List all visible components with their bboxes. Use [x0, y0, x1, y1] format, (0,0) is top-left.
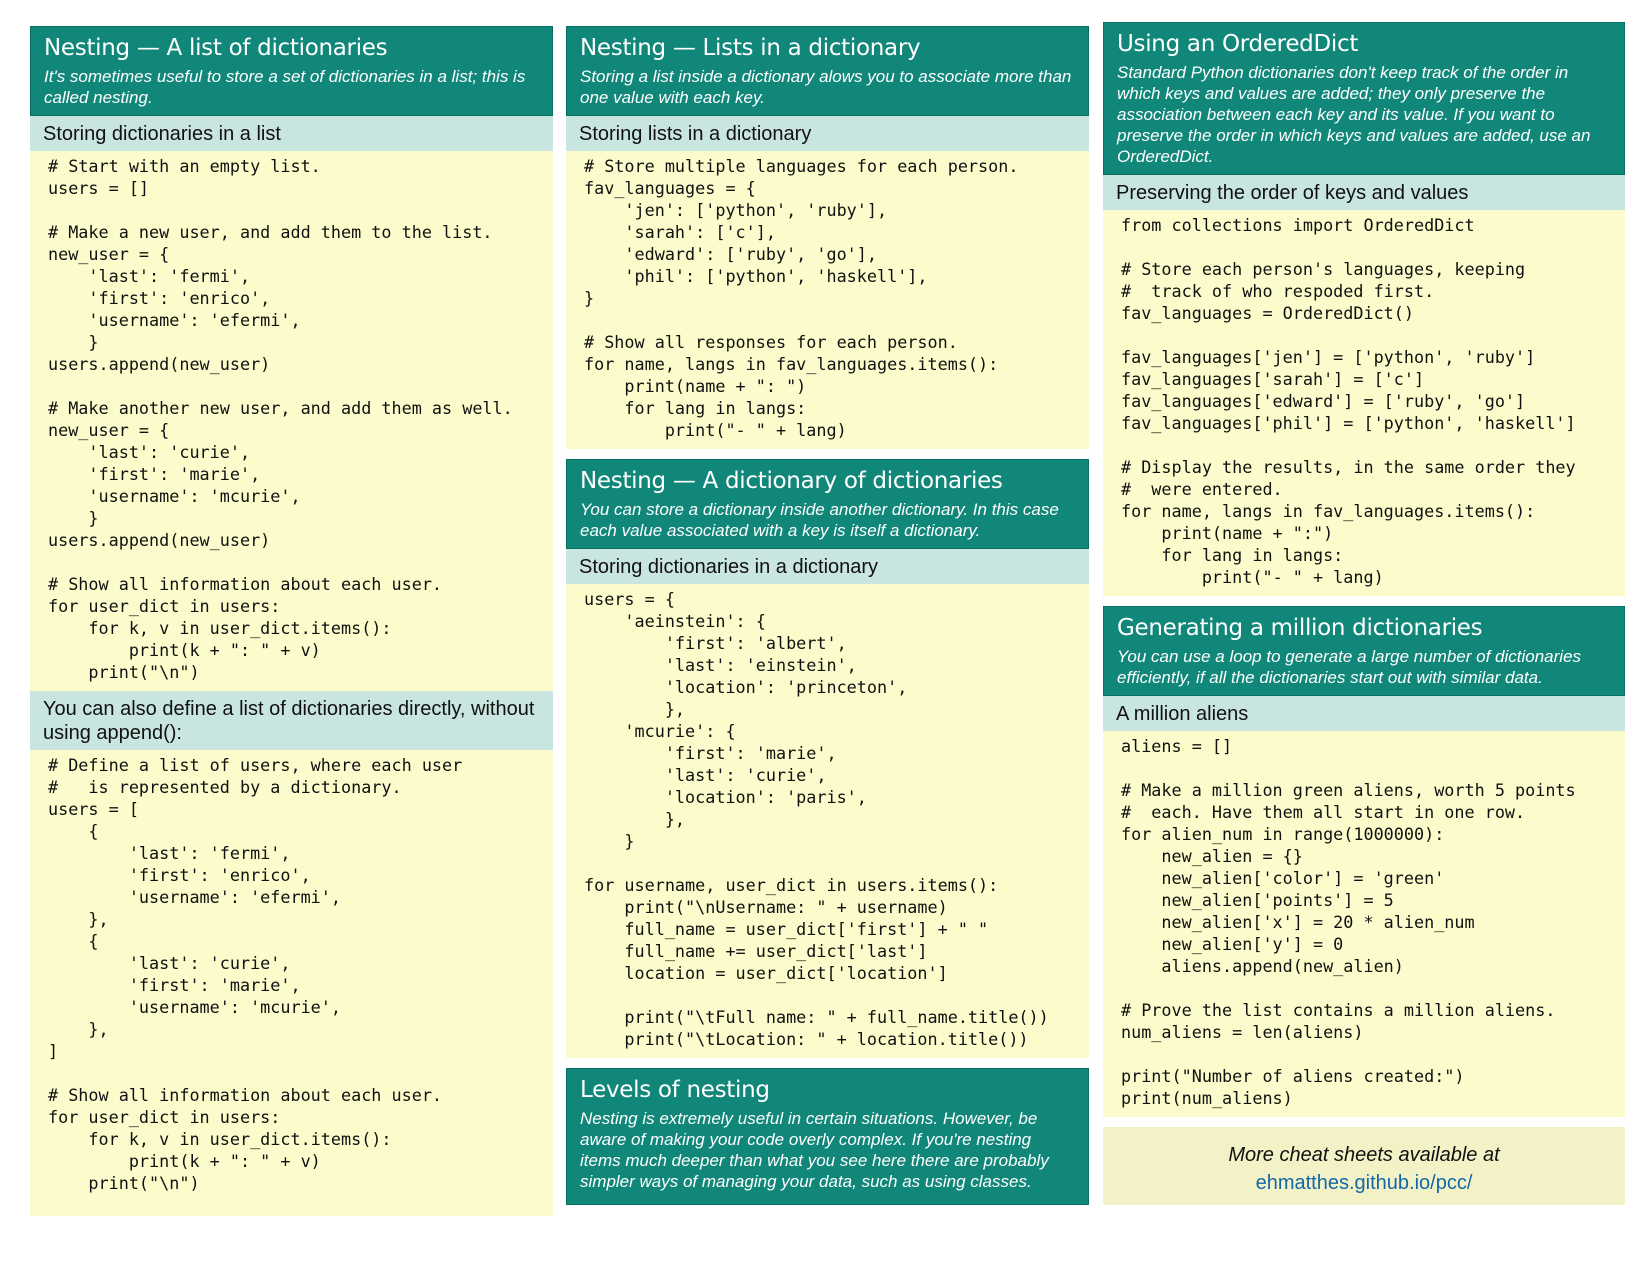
- section-banner-dict-of-dicts: [566, 459, 1089, 549]
- section-banner-ordereddict: [1103, 22, 1625, 175]
- code-block: users = { 'aeinstein': { 'first': 'albert', 'last': 'einstein', 'location': 'princeton', }, 'mcurie': { 'first': 'marie', 'last': 'curie', 'location': 'paris', }, } for username, user_dict in users.items(): print("\nUsername: " + username) full_name = user_dict['first'] + " " full_name += user_dict['last'] location = user_dict['location'] print("\tFull name: " + full_name.title()) print("\tLocation: " + location.title()): [566, 584, 1089, 1058]
- footer-text: More cheat sheets available at: [1228, 1144, 1500, 1166]
- column-2: [566, 26, 1089, 1205]
- subheading: You can also define a list of dictionaries directly, without using append():: [30, 691, 553, 750]
- footer-link[interactable]: ehmatthes.github.io/pcc/: [1255, 1172, 1473, 1194]
- subheading: Storing dictionaries in a list: [30, 116, 553, 151]
- subheading: Storing dictionaries in a dictionary: [566, 549, 1089, 584]
- section-title: Nesting — A dictionary of dictionaries: [580, 468, 1003, 494]
- section-banner-list-of-dicts: [30, 26, 553, 116]
- section-gap: [1103, 1117, 1625, 1127]
- subheading: Preserving the order of keys and values: [1103, 175, 1625, 210]
- section-description: You can store a dictionary inside another dictionary. In this case each value associated with a key is itself a dictionary.: [580, 500, 1059, 540]
- section-gap: [1103, 596, 1625, 606]
- code-block: aliens = [] # Make a million green aliens, worth 5 points # each. Have them all start in one row. for alien_num in range(1000000): new_alien = {} new_alien['color'] = 'green' new_alien['points'] = 5 new_alien['x'] = 20 * alien_num new_alien['y'] = 0 aliens.append(new_alien) # Prove the list contains a million aliens. num_aliens = len(aliens) print("Number of aliens created:") print(num_aliens): [1103, 731, 1625, 1117]
- section-description: Storing a list inside a dictionary alows you to associate more than one value with each key.: [580, 67, 1072, 107]
- section-banner-levels-of-nesting: [566, 1068, 1089, 1205]
- code-block: # Start with an empty list. users = [] # Make a new user, and add them to the list. new_user = { 'last': 'fermi', 'first': 'enrico', 'username': 'efermi', } users.append(new_user) # Make another new user, and add them as well. new_user = { 'last': 'curie', 'first': 'marie', 'username': 'mcurie', } users.append(new_user) # Show all information about each user. for user_dict in users: for k, v in user_dict.items(): print(k + ": " + v) print("\n"): [30, 151, 553, 691]
- subheading: Storing lists in a dictionary: [566, 116, 1089, 151]
- section-banner-million-dicts: [1103, 606, 1625, 696]
- column-1: [30, 26, 553, 1216]
- section-gap: [566, 449, 1089, 459]
- section-gap: [566, 1058, 1089, 1068]
- section-description: It's sometimes useful to store a set of dictionaries in a list; this is called nesting.: [44, 67, 526, 107]
- footer: [1103, 1127, 1625, 1205]
- code-block: # Store multiple languages for each person. fav_languages = { 'jen': ['python', 'ruby'], 'sarah': ['c'], 'edward': ['ruby', 'go'], 'phil': ['python', 'haskell'], } # Show all responses for each person. for name, langs in fav_languages.items(): print(name + ": ") for lang in langs: print("- " + lang): [566, 151, 1089, 449]
- section-title: Using an OrderedDict: [1117, 31, 1359, 57]
- section-title: Generating a million dictionaries: [1117, 615, 1483, 641]
- subheading: A million aliens: [1103, 696, 1625, 731]
- section-title: Nesting — Lists in a dictionary: [580, 35, 921, 61]
- section-description: You can use a loop to generate a large number of dictionaries efficiently, if all the dictionaries start out with similar data.: [1117, 647, 1582, 687]
- column-3: [1103, 22, 1625, 1205]
- code-block: from collections import OrderedDict # Store each person's languages, keeping # track of who respoded first. fav_languages = OrderedDict() fav_languages['jen'] = ['python', 'ruby'] fav_languages['sarah'] = ['c'] fav_languages['edward'] = ['ruby', 'go'] fav_languages['phil'] = ['python', 'haskell'] # Display the results, in the same order they # were entered. for name, langs in fav_languages.items(): print(name + ":") for lang in langs: print("- " + lang): [1103, 210, 1625, 596]
- section-description: Standard Python dictionaries don't keep track of the order in which keys and values are added; they only preserve the association between each key and its value. If you want to preserve the order in which keys and values are added, use an OrderedDict.: [1117, 63, 1591, 166]
- section-description: Nesting is extremely useful in certain situations. However, be aware of making your code overly complex. If you're nesting items much deeper than what you see here there are probably simpler ways of managing your data, such as using classes.: [580, 1109, 1049, 1191]
- section-title: Levels of nesting: [580, 1077, 770, 1103]
- code-block: # Define a list of users, where each user # is represented by a dictionary. users = [ { 'last': 'fermi', 'first': 'enrico', 'username': 'efermi', }, { 'last': 'curie', 'first': 'marie', 'username': 'mcurie', }, ] # Show all information about each user. for user_dict in users: for k, v in user_dict.items(): print(k + ": " + v) print("\n"): [30, 750, 553, 1216]
- section-title: Nesting — A list of dictionaries: [44, 35, 388, 61]
- section-banner-lists-in-dict: [566, 26, 1089, 116]
